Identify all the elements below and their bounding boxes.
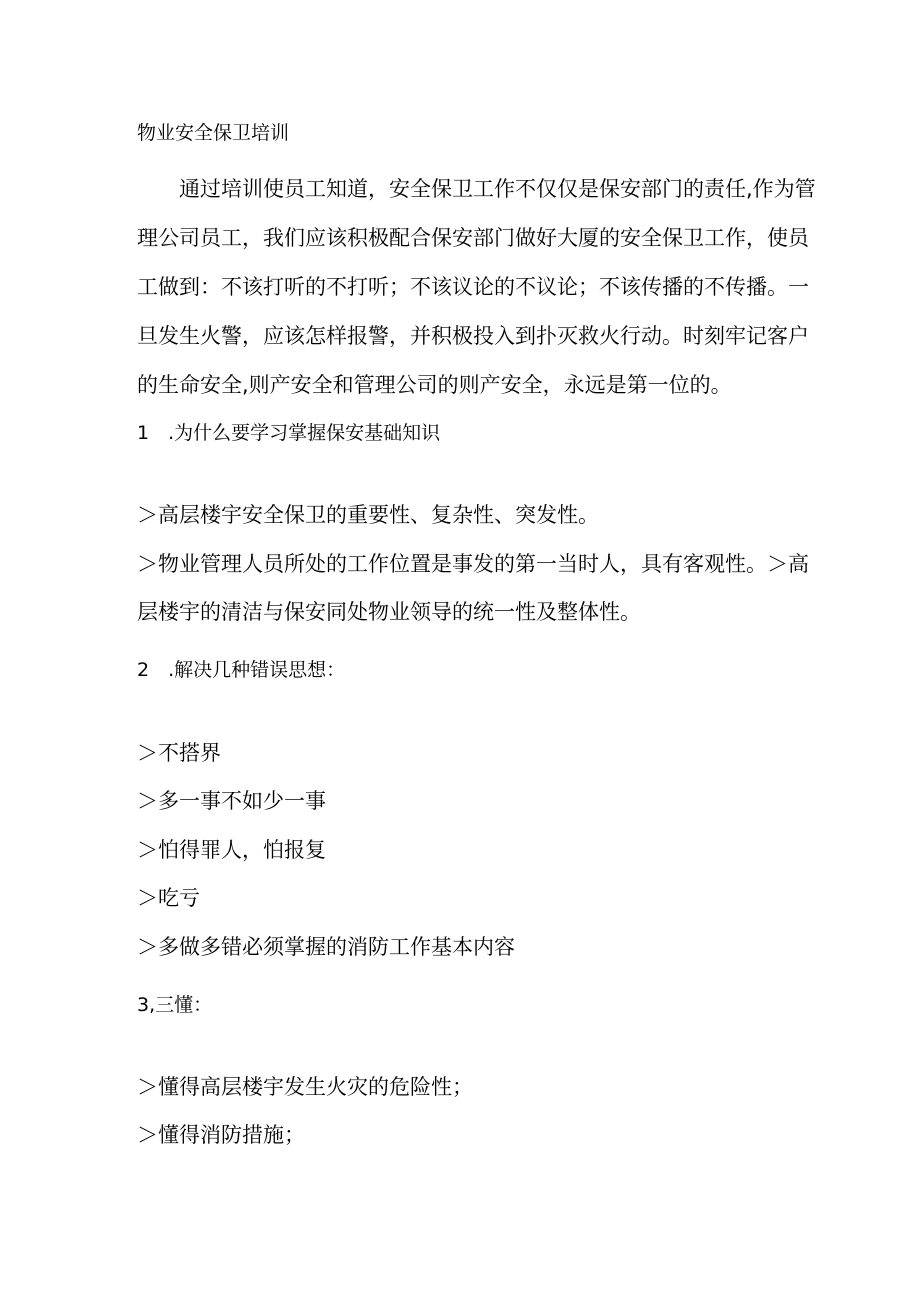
section-1-heading: 1 .为什么要学习掌握保安基础知识 [137, 422, 441, 444]
intro-paragraph [137, 165, 816, 410]
section-3-item: ＞懂得高层楼宇发生火灾的危险性； [137, 1075, 473, 1099]
section-3-heading: 3,三懂： [137, 994, 213, 1016]
section-1-line: ＞高层楼宇安全保卫的重要性、复杂性、突发性。 [137, 503, 599, 527]
section-2-item: ＞怕得罪人，怕报复 [137, 838, 326, 862]
section-1-line: 层楼宇的清洁与保安同处物业领导的统一性及整体性。 [137, 600, 641, 624]
section-3-item: ＞懂得消防措施； [137, 1123, 305, 1147]
document-title: 物业安全保卫培训 [137, 122, 290, 144]
intro-line: 的生命安全,则产安全和管理公司的则产安全，永远是第一位的。 [137, 373, 732, 397]
section-2-item: ＞吃亏 [137, 886, 200, 910]
section-2-item: ＞多一事不如少一事 [137, 789, 326, 813]
intro-line: 理公司员工，我们应该积极配合保安部门做好大厦的安全保卫工作，使员 [137, 226, 809, 250]
section-2-item: ＞多做多错必须掌握的消防工作基本内容 [137, 935, 515, 959]
section-1-line: ＞物业管理人员所处的工作位置是事发的第一当时人，具有客观性。＞高 [137, 552, 809, 576]
section-2-item: ＞不搭界 [137, 741, 221, 765]
intro-line: 工做到：不该打听的不打听；不该议论的不议论；不该传播的不传播。一 [137, 275, 809, 299]
section-2-heading: 2 .解决几种错误思想： [137, 659, 346, 681]
intro-line: 通过培训使员工知道，安全保卫工作不仅仅是保安部门的责任,作为管 [179, 177, 816, 201]
intro-line: 旦发生火警，应该怎样报警，并积极投入到扑灭救火行动。时刻牢记客户 [137, 324, 809, 348]
